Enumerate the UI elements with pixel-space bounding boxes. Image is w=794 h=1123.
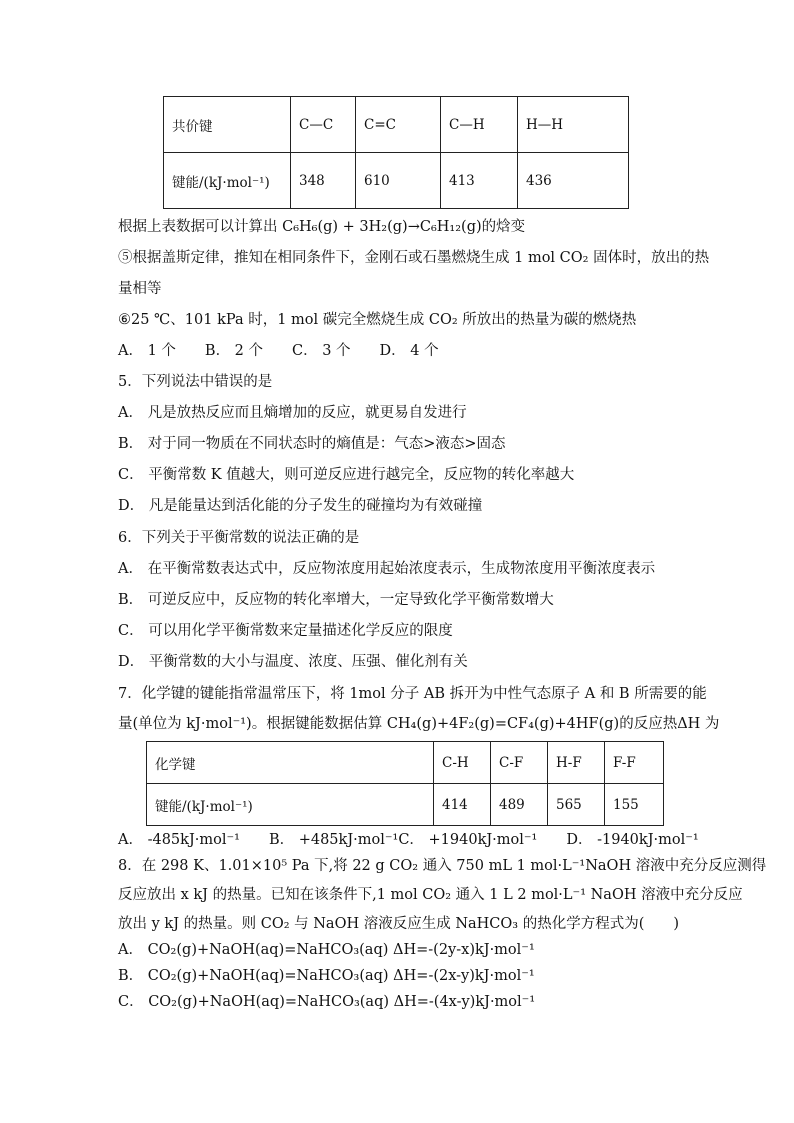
q4-item-5: ⑤根据盖斯定律，推知在相同条件下，金刚石或石墨燃烧生成 1 mol CO₂ 固体时，放出的热 [118, 250, 710, 266]
table-cell: C-H [434, 742, 491, 784]
q6-option-b: B． 可逆反应中，反应物的转化率增大，一定导致化学平衡常数增大 [118, 592, 554, 608]
table-cell: 610 [356, 153, 441, 209]
bond-energy-table-1 [163, 96, 629, 209]
table-cell: 键能/(kJ·mol⁻¹) [147, 784, 434, 826]
table-cell: H—H [518, 97, 629, 153]
table-cell: C—C [291, 97, 356, 153]
table-cell: C=C [356, 97, 441, 153]
table-cell: H-F [548, 742, 605, 784]
q6-option-c: C． 可以用化学平衡常数来定量描述化学反应的限度 [118, 623, 453, 639]
table-cell: 414 [434, 784, 491, 826]
q8-option-b: B． CO₂(g)+NaOH(aq)=NaHCO₃(aq) ΔH=-(2x-y)kJ·mol⁻¹ [118, 968, 535, 984]
question-8-cont-2: 放出 y kJ 的热量。则 CO₂ 与 NaOH 溶液反应生成 NaHCO₃ 的热化学方程式为( ) [118, 916, 680, 932]
question-7-cont: 量(单位为 kJ·mol⁻¹)。根据键能数据估算 CH₄(g)+4F₂(g)=CF₄(g)+4HF(g)的反应热ΔH 为 [118, 716, 720, 732]
table-cell: C-F [491, 742, 548, 784]
question-8-cont-1: 反应放出 x kJ 的热量。已知在该条件下,1 mol CO₂ 通入 1 L 2 mol·L⁻¹ NaOH 溶液中充分反应 [118, 887, 743, 903]
table-cell: 键能/(kJ·mol⁻¹) [164, 153, 291, 209]
q8-option-c: C． CO₂(g)+NaOH(aq)=NaHCO₃(aq) ΔH=-(4x-y)kJ·mol⁻¹ [118, 994, 536, 1010]
table-cell: 436 [518, 153, 629, 209]
table-cell: 489 [491, 784, 548, 826]
question-6: 6．下列关于平衡常数的说法正确的是 [118, 530, 360, 546]
table-cell: 565 [548, 784, 605, 826]
q5-option-a: A． 凡是放热反应而且熵增加的反应，就更易自发进行 [118, 405, 467, 421]
table-cell: 化学键 [147, 742, 434, 784]
table-cell: C—H [441, 97, 518, 153]
q5-option-c: C． 平衡常数 K 值越大，则可逆反应进行越完全，反应物的转化率越大 [118, 467, 575, 483]
q7-options: A． -485kJ·mol⁻¹ B． +485kJ·mol⁻¹C． +1940kJ·mol⁻¹ D． -1940kJ·mol⁻¹ [118, 832, 699, 848]
q6-option-a: A． 在平衡常数表达式中，反应物浓度用起始浓度表示，生成物浓度用平衡浓度表示 [118, 561, 656, 577]
q6-option-d: D． 平衡常数的大小与温度、浓度、压强、催化剂有关 [118, 654, 468, 670]
table-row [164, 153, 629, 209]
question-8: 8．在 298 K、1.01×10⁵ Pa 下,将 22 g CO₂ 通入 750 mL 1 mol·L⁻¹NaOH 溶液中充分反应测得 [118, 858, 767, 874]
table-row [147, 742, 664, 784]
table-cell: F-F [605, 742, 664, 784]
table-cell: 348 [291, 153, 356, 209]
q8-option-a: A． CO₂(g)+NaOH(aq)=NaHCO₃(aq) ΔH=-(2y-x)kJ·mol⁻¹ [118, 942, 535, 958]
table-row [164, 97, 629, 153]
q4-item-5-cont: 量相等 [118, 281, 162, 297]
q5-option-d: D． 凡是能量达到活化能的分子发生的碰撞均为有效碰撞 [118, 498, 483, 514]
table-row [147, 784, 664, 826]
q4-item-4: 根据上表数据可以计算出 C₆H₆(g) + 3H₂(g)→C₆H₁₂(g)的焓变 [118, 219, 526, 235]
question-7: 7．化学键的键能指常温常压下，将 1mol 分子 AB 拆开为中性气态原子 A 和 B 所需要的能 [118, 686, 707, 702]
q4-options: A． 1 个 B． 2 个 C． 3 个 D． 4 个 [118, 343, 439, 359]
q4-item-6: ⑥25 ℃、101 kPa 时，1 mol 碳完全燃烧生成 CO₂ 所放出的热量为碳的燃烧热 [118, 312, 637, 328]
q5-option-b: B． 对于同一物质在不同状态时的熵值是：气态>液态>固态 [118, 436, 506, 452]
table-cell: 155 [605, 784, 664, 826]
table-cell: 413 [441, 153, 518, 209]
bond-energy-table-2 [146, 741, 664, 826]
table-cell: 共价键 [164, 97, 291, 153]
question-5: 5．下列说法中错误的是 [118, 374, 273, 390]
